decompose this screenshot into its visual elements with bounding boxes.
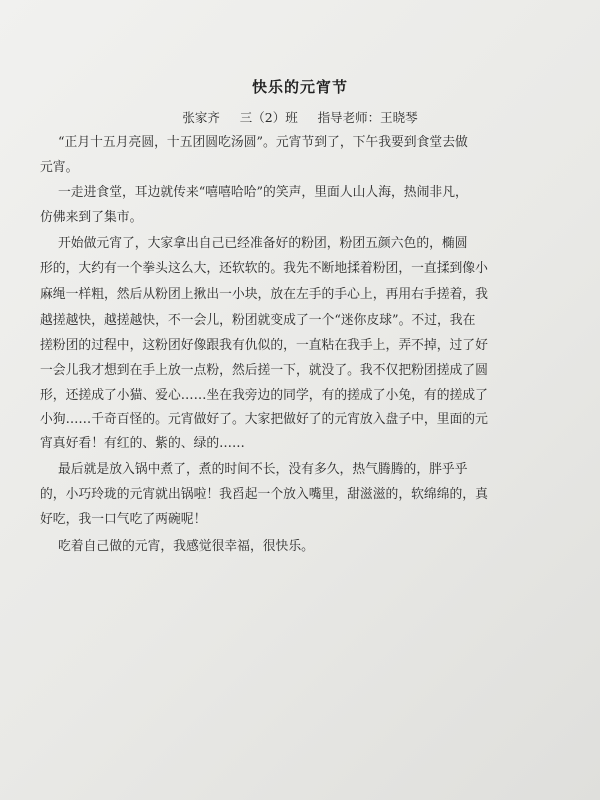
text-line: 小狗……千奇百怪的。元宵做好了。大家把做好了的元宵放入盘子中，里面的元	[40, 412, 488, 427]
text-line: 麻绳一样粗，然后从粉团上揪出一小块，放在左手的手心上，再用右手搓着，我	[40, 287, 488, 302]
text-line: 元宵。	[40, 160, 79, 175]
text-line: 仿佛来到了集市。	[40, 210, 143, 225]
text-line: 形的，大约有一个拳头这么大，还软软的。我先不断地揉着粉团，一直揉到像小	[40, 261, 488, 276]
text-line: 形，还搓成了小猫、爱心……坐在我旁边的同学，有的搓成了小兔，有的搓成了	[40, 388, 488, 403]
text-line: 吃着自己做的元宵，我感觉很幸福，很快乐。	[58, 539, 314, 554]
text-line: 好吃，我一口气吃了两碗呢！	[40, 512, 207, 527]
text-line: 越搓越快，越搓越快，不一会儿，粉团就变成了一个“迷你皮球”。不过，我在	[40, 313, 476, 328]
page-title: 快乐的元宵节	[251, 78, 348, 96]
text-line: 搓粉团的过程中，这粉团好像跟我有仇似的，一直粘在我手上，弄不掉，过了好	[40, 338, 488, 353]
text-line: 一走进食堂，耳边就传来“嘻嘻哈哈”的笑声，里面人山人海，热闹非凡，	[58, 185, 468, 200]
text-line: 开始做元宵了，大家拿出自己已经准备好的粉团，粉团五颜六色的，椭圆	[58, 236, 468, 251]
text-line: 的，小巧玲珑的元宵就出锅啦！我舀起一个放入嘴里，甜滋滋的，软绵绵的，真	[40, 487, 488, 502]
text-line: 宵真好看！有红的、紫的、绿的……	[40, 436, 245, 451]
text-line: “正月十五月亮圆，十五团圆吃汤圆”。元宵节到了，下午我要到食堂去做	[58, 135, 468, 150]
text-line: 最后就是放入锅中煮了，煮的时间不长，没有多久，热气腾腾的，胖乎乎	[58, 462, 468, 477]
author-byline: 张家齐 三（2）班 指导老师：王晓琴	[182, 110, 418, 125]
text-line: 一会儿我才想到在手上放一点粉，然后搓一下，就没了。我不仅把粉团搓成了圆	[40, 363, 488, 378]
